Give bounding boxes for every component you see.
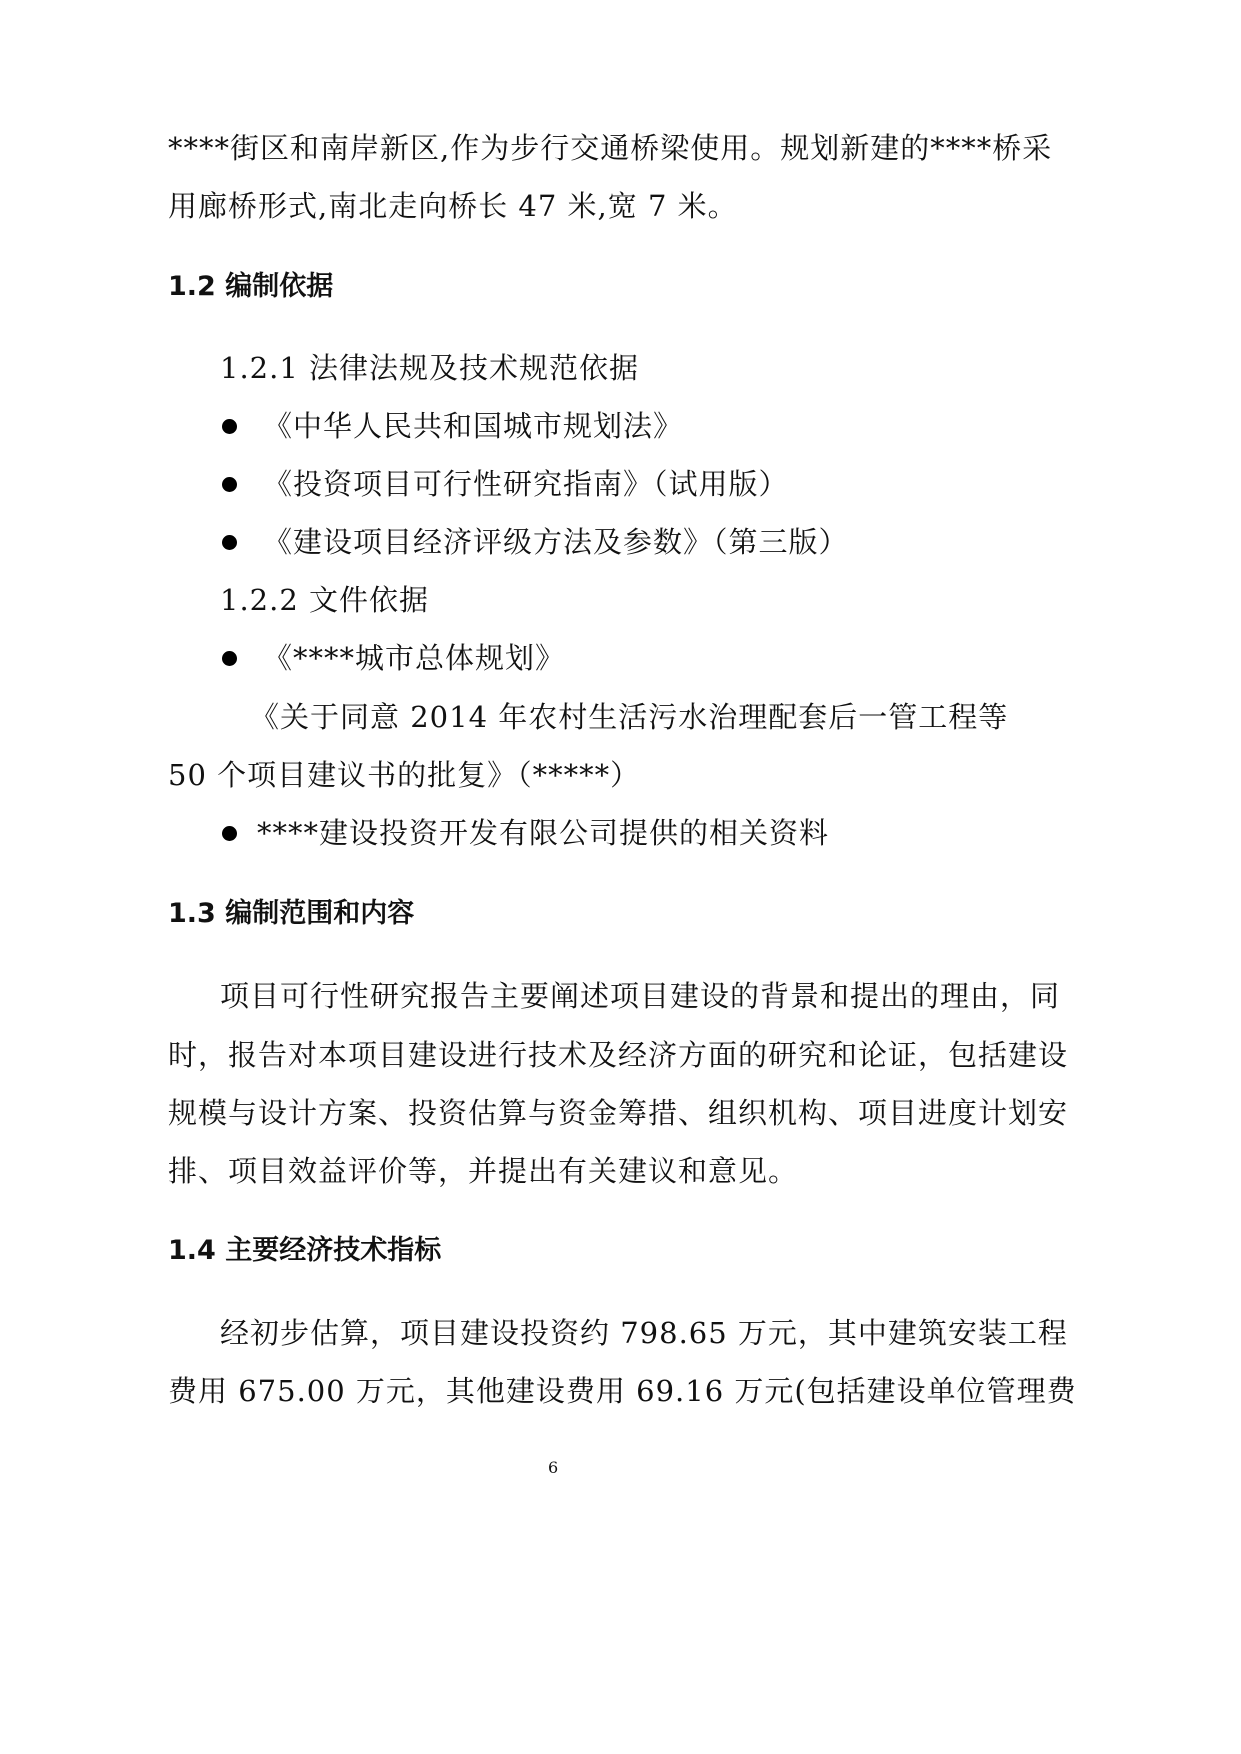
bullet-icon	[222, 477, 237, 492]
bullet-item-law-1: 《中华人民共和国城市规划法》	[263, 409, 684, 443]
paragraph-1-4-line-2: 费用 675.00 万元，其他建设费用 69.16 万元(包括建设单位管理费	[168, 1374, 1077, 1408]
doc-reference-line-2: 50 个项目建议书的批复》（*****）	[168, 758, 641, 792]
bullet-icon	[222, 419, 237, 434]
paragraph-1-4-line-1: 经初步估算，项目建设投资约 798.65 万元，其中建筑安装工程	[220, 1316, 1068, 1350]
heading-1-2: 1.2 编制依据	[168, 271, 334, 302]
subheading-1-2-1: 1.2.1 法律法规及技术规范依据	[220, 351, 640, 385]
subheading-1-2-2: 1.2.2 文件依据	[220, 583, 430, 617]
paragraph-1-3-line-2: 时，报告对本项目建设进行技术及经济方面的研究和论证，包括建设	[168, 1038, 1069, 1072]
page-number: 6	[548, 1458, 559, 1477]
bullet-item-law-3: 《建设项目经济评级方法及参数》（第三版）	[263, 525, 849, 559]
intro-line-2: 用廊桥形式,南北走向桥长 47 米,宽 7 米。	[168, 189, 738, 223]
heading-1-3: 1.3 编制范围和内容	[168, 898, 415, 929]
intro-line-1: ****街区和南岸新区,作为步行交通桥梁使用。规划新建的****桥采	[168, 131, 1053, 165]
doc-reference-line-1: 《关于同意 2014 年农村生活污水治理配套后一管工程等	[250, 700, 1009, 734]
bullet-item-law-2: 《投资项目可行性研究指南》（试用版）	[263, 467, 789, 501]
heading-1-4: 1.4 主要经济技术指标	[168, 1235, 442, 1266]
paragraph-1-3-line-1: 项目可行性研究报告主要阐述项目建设的背景和提出的理由，同	[220, 979, 1061, 1013]
bullet-icon	[222, 535, 237, 550]
bullet-item-doc-1: 《****城市总体规划》	[263, 641, 566, 675]
paragraph-1-3-line-3: 规模与设计方案、投资估算与资金筹措、组织机构、项目进度计划安	[168, 1096, 1069, 1130]
bullet-item-doc-2: ****建设投资开发有限公司提供的相关资料	[257, 816, 830, 850]
paragraph-1-3-line-4: 排、项目效益评价等，并提出有关建议和意见。	[168, 1154, 799, 1188]
bullet-icon	[222, 651, 237, 666]
bullet-icon	[222, 826, 237, 841]
